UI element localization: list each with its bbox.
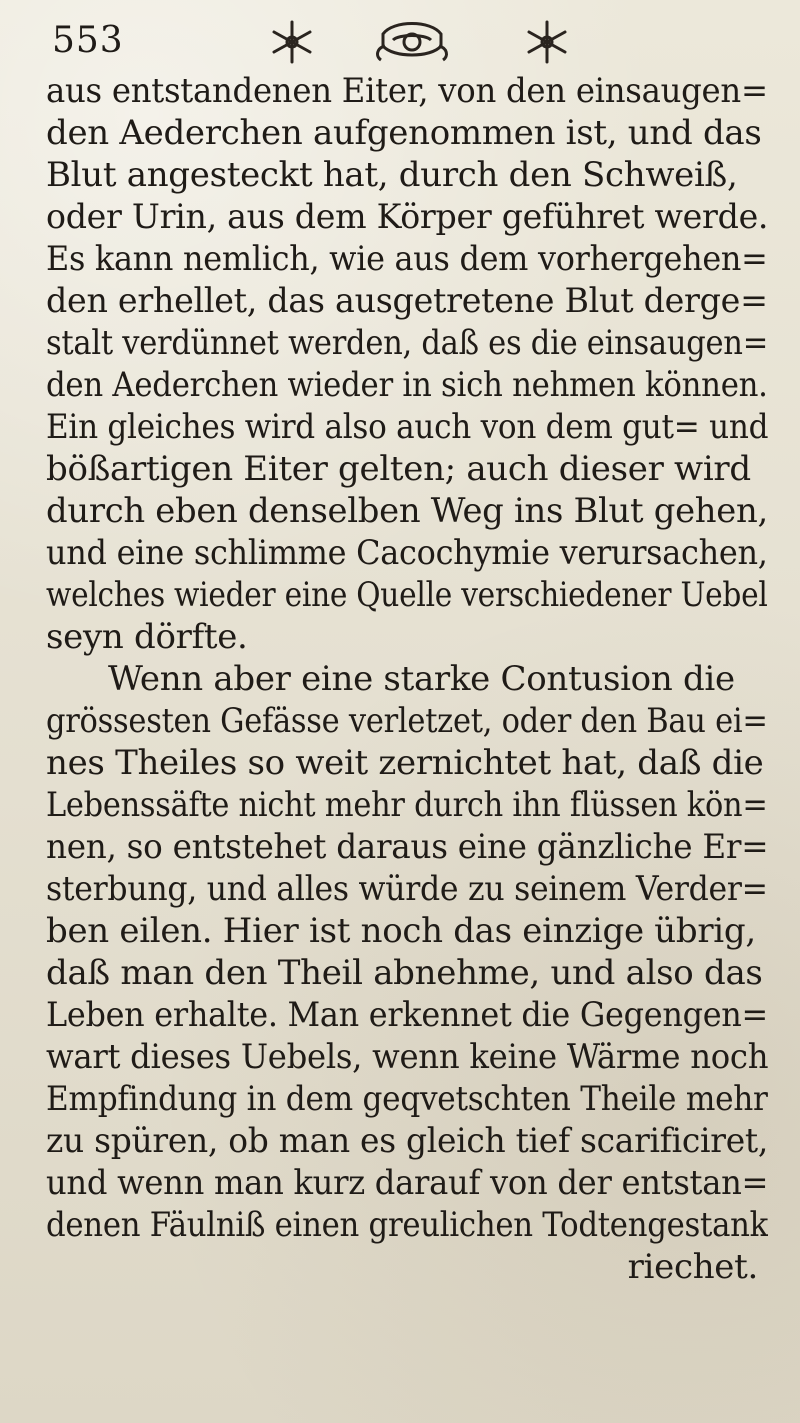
text-line: und wenn man kurz darauf von der entstan= — [46, 1163, 768, 1203]
text-line: seyn dörfte. — [46, 617, 248, 657]
text-line: Lebenssäfte nicht mehr durch ihn flüssen kön= — [46, 785, 768, 825]
page-header — [52, 12, 740, 72]
text-line: nes Theiles so weit zernichtet hat, daß die — [46, 743, 764, 783]
text-line: denen Fäulniß einen greulichen Todtengestank — [46, 1205, 768, 1245]
page-number: 553 — [52, 20, 124, 61]
text-line: grössesten Gefässe verletzet, oder den Bau ei= — [46, 701, 768, 741]
text-line: den erhellet, das ausgetretene Blut derge= — [46, 281, 768, 321]
text-line: den Aederchen aufgenommen ist, und das — [46, 113, 762, 153]
text-line: oder Urin, aus dem Körper geführet werde. — [46, 197, 768, 237]
crest-ornament-icon — [367, 12, 457, 72]
body-text — [46, 70, 768, 1400]
asterisk-ornament-icon — [517, 12, 577, 72]
text-line: wart dieses Uebels, wenn keine Wärme noch — [46, 1037, 768, 1077]
text-line: und eine schlimme Cacochymie verursachen, — [46, 533, 768, 573]
text-line: durch eben denselben Weg ins Blut gehen, — [46, 491, 768, 531]
text-line: riechet. — [627, 1247, 758, 1287]
text-line: daß man den Theil abnehme, und also das — [46, 953, 763, 993]
text-line: welches wieder eine Quelle verschiedener Uebel — [46, 575, 768, 615]
text-line: aus entstandenen Eiter, von den einsaugen= — [46, 71, 768, 111]
text-line: Ein gleiches wird also auch von dem gut= und — [46, 407, 768, 447]
text-line: sterbung, und alles würde zu seinem Verder= — [46, 869, 768, 909]
text-line: Es kann nemlich, wie aus dem vorhergehen= — [46, 239, 768, 279]
text-line: den Aederchen wieder in sich nehmen können. — [46, 365, 768, 405]
text-line: Wenn aber eine starke Contusion die — [108, 659, 735, 699]
text-line: ben eilen. Hier ist noch das einzige übrig, — [46, 911, 756, 951]
text-line: nen, so entstehet daraus eine gänzliche Er= — [46, 827, 768, 867]
text-line: zu spüren, ob man es gleich tief scarificiret, — [46, 1121, 768, 1161]
text-line: Empfindung in dem geqvetschten Theile mehr — [46, 1079, 768, 1119]
text-line: bößartigen Eiter gelten; auch dieser wird — [46, 449, 751, 489]
text-line: Leben erhalte. Man erkennet die Gegengen= — [46, 995, 768, 1035]
asterisk-ornament-icon — [262, 12, 322, 72]
text-line: stalt verdünnet werden, daß es die einsaugen= — [46, 323, 768, 363]
text-line: Blut angesteckt hat, durch den Schweiß, — [46, 155, 738, 195]
